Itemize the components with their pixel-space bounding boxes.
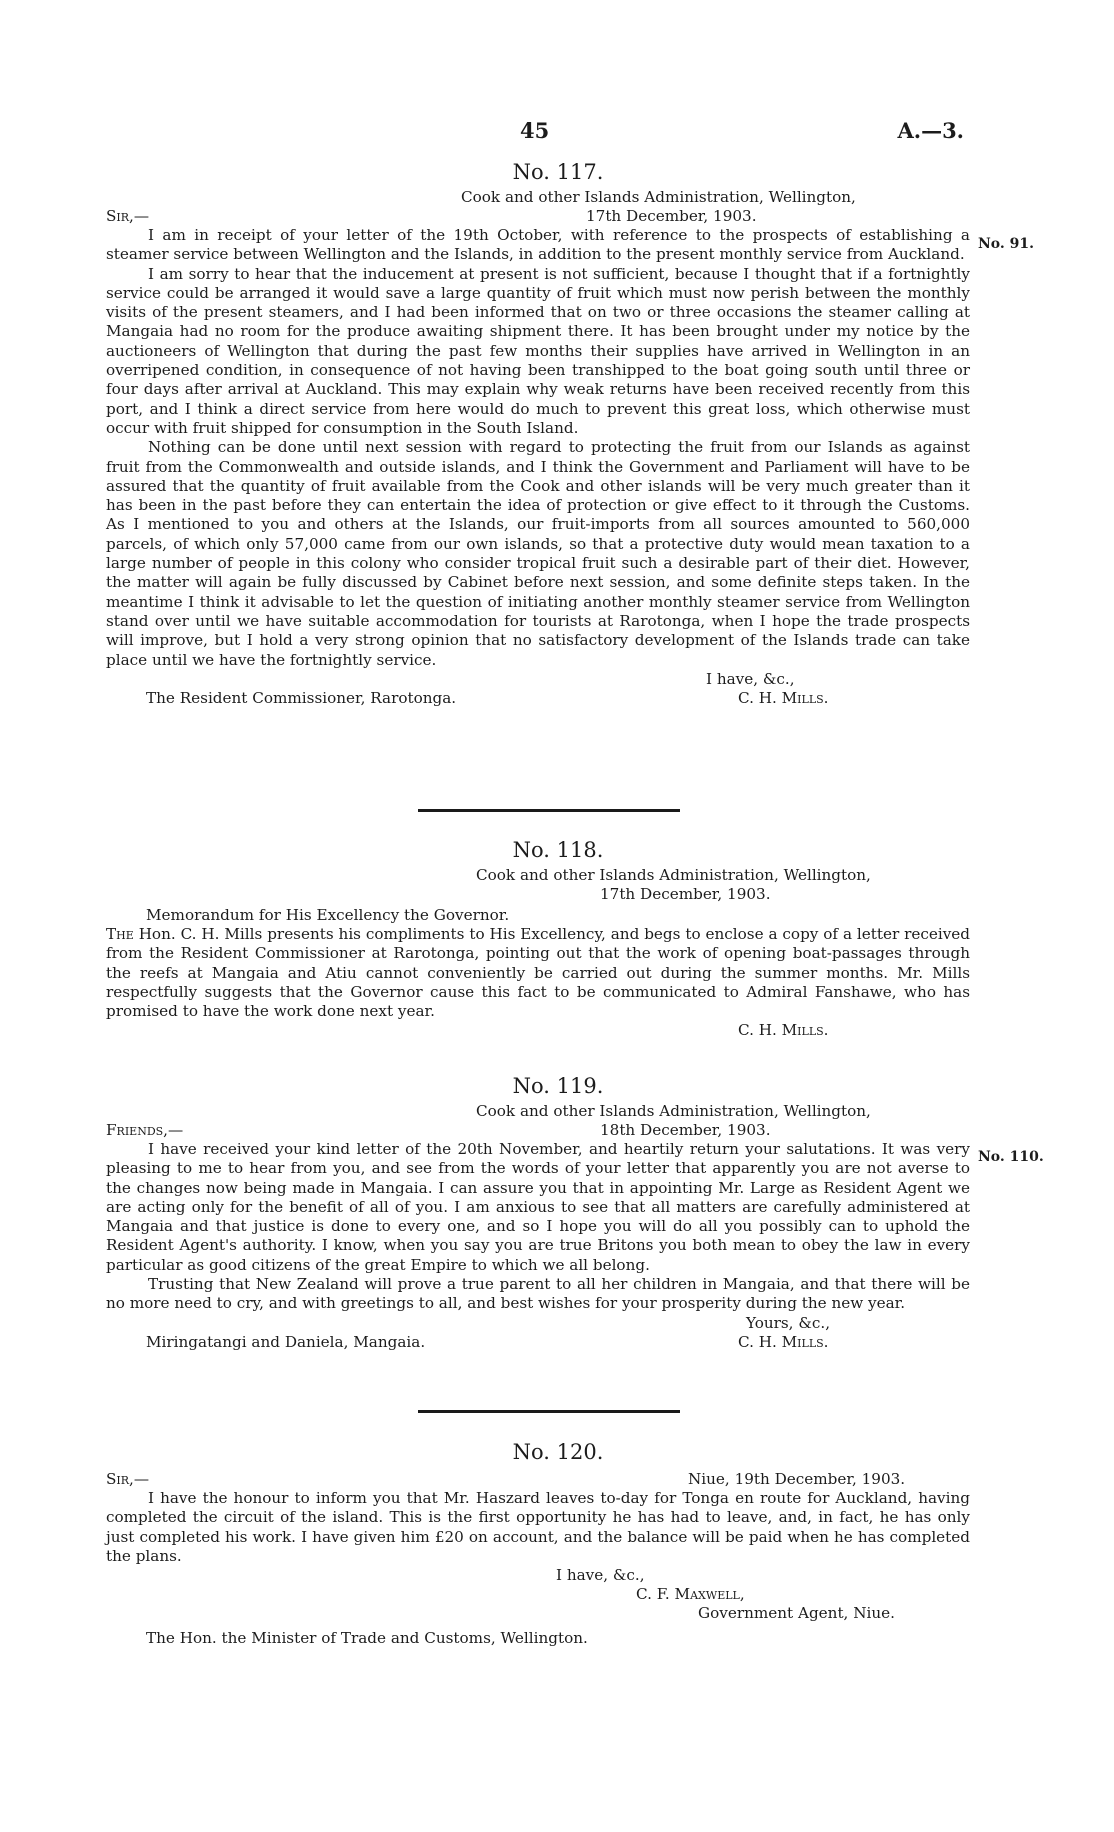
letter-number: No. 120. [512, 1440, 604, 1464]
letter-117 [106, 160, 970, 708]
page-header [0, 118, 1114, 148]
paragraph: Trusting that New Zealand will prove a true parent to all her children in Mangaia, and that there will be no more need to cry, and with greetings to all, and best wishes for your prosperity during the new year. [106, 1275, 970, 1313]
recipient: The Resident Commissioner, Rarotonga. [146, 688, 457, 707]
letter-119 [106, 1074, 970, 1352]
page-number: 45 [520, 118, 550, 143]
letter-number: No. 119. [512, 1074, 604, 1098]
signature: C. H. Mills. [738, 688, 829, 707]
memo-title: Memorandum for His Excellency the Governor. [146, 906, 510, 924]
letter-address: Cook and other Islands Administration, Wellington, [476, 1102, 871, 1120]
salutation: Sir,— [106, 1470, 150, 1488]
letter-date: 18th December, 1903. [600, 1121, 771, 1139]
paragraph: I am sorry to hear that the inducement at present is not sufficient, because I thought that if a fortnightly service could be arranged it would save a large quantity of fruit which must now perish between the monthly visits of the present steamers, and I had been informed that on two or three occasions the steamer calling at Mangaia had no room for the produce awaiting shipment there. It has been brought under my notice by the auctioneers of Wellington that during the past few months their supplies have arrived in Wellington in an overripened condition, in consequence of not having been transhipped to the boat going south until three or four days after arrival at Auckland. This may explain why weak returns have been received recently from this port, and I think a direct service from here would do much to prevent this great loss, which otherwise must occur with fruit shipped for consumption in the South Island. [106, 264, 970, 437]
signature-title: Government Agent, Niue. [698, 1604, 895, 1623]
paragraph [106, 925, 970, 1021]
section-divider [418, 1410, 680, 1413]
paragraph-lead: The [106, 925, 134, 943]
paragraph: Nothing can be done until next session with regard to protecting the fruit from our Islands as against fruit from the Commonwealth and outside islands, and I think the Government and Parliament will have to be assured that the quantity of fruit available from the Cook and other islands will be very much greater than it has been in the past before they can entertain the idea of protection or give effect to it through the Customs. As I mentioned to you and others at the Islands, our fruit-imports from all sources amounted to 560,000 parcels, of which only 57,000 came from our own islands, so that a protective duty would mean taxation to a large number of people in this colony who consider tropical fruit such a desirable part of their diet. However, the matter will again be fully discussed by Cabinet before next session, and some definite steps taken. In the meantime I think it advisable to let the question of initiating another monthly steamer service from Wellington stand over until we have suitable accommodation for tourists at Rarotonga, when I hope the trade prospects will improve, but I hold a very strong opinion that no satisfactory development of the Islands trade can take place until we have the fortnightly service. [106, 438, 970, 669]
paragraph-text: Hon. C. H. Mills presents his compliments to His Excellency, and begs to enclose a copy of a letter received from the Resident Commissioner at Rarotonga, pointing out that the work of opening boat-passages through the reefs at Mangaia and Atiu cannot conveniently be carried out during the summer months. Mr. Mills respectfully suggests that the Governor cause this fact to be communicated to Admiral Fanshawe, who has promised to have the work done next year. [106, 925, 971, 1021]
letter-date: Niue, 19th December, 1903. [688, 1470, 906, 1488]
closing: I have, &c., [706, 669, 795, 688]
recipient: Miringatangi and Daniela, Mangaia. [146, 1332, 426, 1351]
signature: C. F. Maxwell, [636, 1585, 745, 1604]
salutation: Sir,— [106, 207, 150, 225]
paragraph: I have the honour to inform you that Mr. Haszard leaves to-day for Tonga en route for Auckland, having completed the circuit of the island. This is the first opportunity he has had to leave, and, in fact, he has only just completed his work. I have given him £20 on account, and the balance will be paid when he has completed the plans. [106, 1489, 970, 1565]
letter-address: Cook and other Islands Administration, Wellington, [476, 866, 871, 884]
salutation: Friends,— [106, 1121, 184, 1139]
closing: I have, &c., [556, 1566, 645, 1585]
document-reference: A.—3. [897, 118, 964, 143]
margin-reference: No. 110. [978, 1149, 1044, 1165]
recipient: The Hon. the Minister of Trade and Customs, Wellington. [146, 1629, 588, 1648]
signature: C. H. Mills. [738, 1021, 829, 1040]
letter-number: No. 118. [512, 838, 604, 862]
letter-118 [106, 838, 970, 1040]
letter-number: No. 117. [512, 160, 604, 184]
letter-120 [106, 1440, 970, 1648]
section-divider [418, 809, 680, 812]
paragraph: I have received your kind letter of the 20th November, and heartily return your salutations. It was very pleasing to me to hear from you, and see from the words of your letter that apparently you are not averse to the changes now being made in Mangaia. I can assure you that in appointing Mr. Large as Resident Agent we are acting only for the benefit of all of you. I am anxious to see that all matters are carefully administered at Mangaia and that justice is done to every one, and so I hope you will do all you possibly can to uphold the Resident Agent's authority. I know, when you say you are true Britons you both mean to obey the law in every particular as good citizens of the great Empire to which we all belong. [106, 1140, 970, 1274]
paragraph: I am in receipt of your letter of the 19th October, with reference to the prospects of establishing a steamer service between Wellington and the Islands, in addition to the present monthly service from Auckland. [106, 226, 970, 264]
letter-date: 17th December, 1903. [586, 207, 757, 225]
margin-reference: No. 91. [978, 236, 1034, 252]
signature: C. H. Mills. [738, 1332, 829, 1351]
closing: Yours, &c., [746, 1313, 831, 1332]
letter-date: 17th December, 1903. [600, 885, 771, 903]
letter-address: Cook and other Islands Administration, Wellington, [461, 188, 856, 206]
